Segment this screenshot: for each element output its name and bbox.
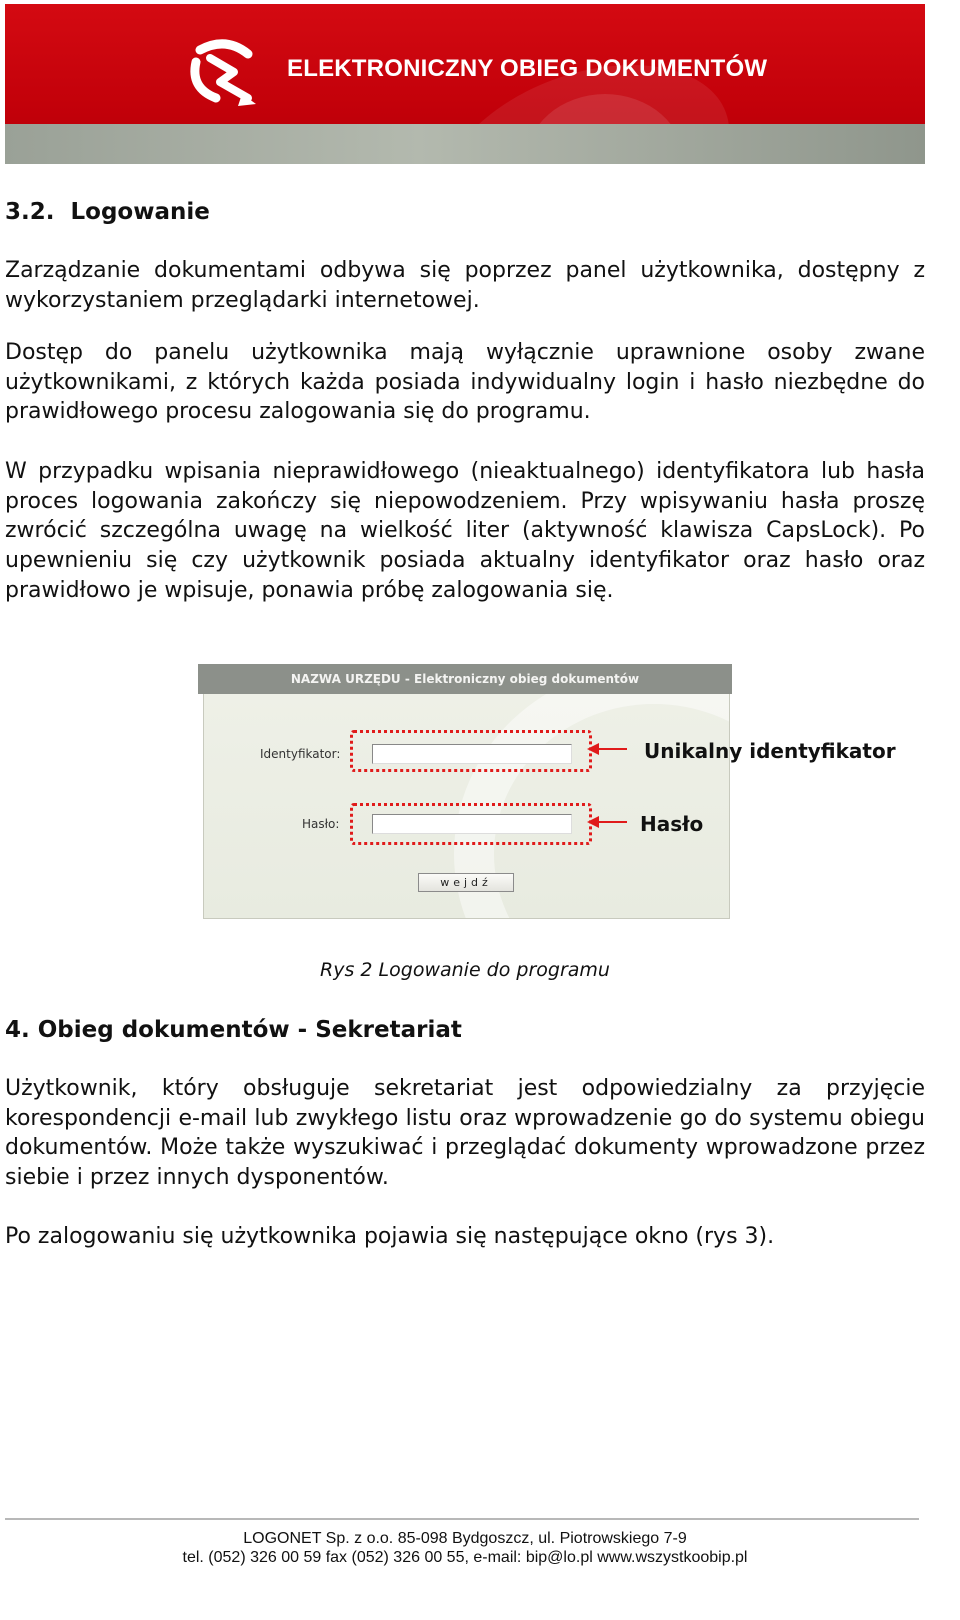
login-window-titlebar: NAZWA URZĘDU - Elektroniczny obieg dokumentów <box>198 664 732 694</box>
paragraph: Po zalogowaniu się użytkownika pojawia się następujące okno (rys 3). <box>5 1224 775 1249</box>
logo-icon <box>186 36 266 110</box>
section-heading: 4. Obieg dokumentów - Sekretariat <box>5 1017 462 1043</box>
annotation-identifier: Unikalny identyfikator <box>644 739 896 763</box>
annotation-password: Hasło <box>640 812 704 836</box>
identifier-label: Identyfikator: <box>260 747 341 761</box>
identifier-highlight <box>350 730 592 772</box>
section-title: Logowanie <box>70 199 210 225</box>
arrow-left-icon <box>587 741 629 757</box>
footer-divider <box>5 1518 919 1520</box>
header-gray-band <box>5 124 925 164</box>
password-highlight <box>350 803 592 845</box>
section-heading <box>5 197 925 227</box>
paragraph: W przypadku wpisania nieprawidłowego (nieaktualnego) identyfikatora lub hasła proces logowania zakończy się niepowodzeniem. Przy wpisywaniu hasła proszę zwrócić szczególna uwagę na wielkość liter (aktywność klawisza CapsLock). Po upewnieniu się czy użytkownik posiada aktualny identyfikator oraz hasło oraz prawidłowo je wpisuje, ponawia próbę zalogowania się. <box>5 459 925 603</box>
paragraph: Zarządzanie dokumentami odbywa się poprzez panel użytkownika, dostępny z wykorzystaniem przeglądarki internetowej. <box>5 258 925 313</box>
footer-address: LOGONET Sp. z o.o. 85-098 Bydgoszcz, ul. Piotrowskiego 7-9 <box>243 1530 687 1547</box>
paragraph: Dostęp do panelu użytkownika mają wyłącznie uprawnione osoby zwane użytkownikami, z których każda posiada indywidualny login i hasło niezbędne do prawidłowego procesu zalogowania się do programu. <box>5 340 925 425</box>
paragraph: Użytkownik, który obsługuje sekretariat jest odpowiedzialny za przyjęcie korespondencji e-mail lub zwykłego listu oraz wprowadzenie go do systemu obiegu dokumentów. Może także wyszukiwać i przeglądać dokumenty wprowadzone przez siebie i przez innych dysponentów. <box>5 1076 925 1191</box>
header-banner <box>5 4 925 164</box>
arrow-left-icon <box>587 814 629 830</box>
figure-caption: Rys 2 Logowanie do programu <box>320 959 610 981</box>
footer-contact: tel. (052) 326 00 59 fax (052) 326 00 55, e-mail: bip@lo.pl www.wszystkoobip.pl <box>182 1549 748 1566</box>
login-button[interactable]: wejdź <box>418 873 514 892</box>
password-label: Hasło: <box>302 817 340 831</box>
header-title: ELEKTRONICZNY OBIEG DOKUMENTÓW <box>287 55 768 82</box>
section-number: 3.2. <box>5 199 55 225</box>
